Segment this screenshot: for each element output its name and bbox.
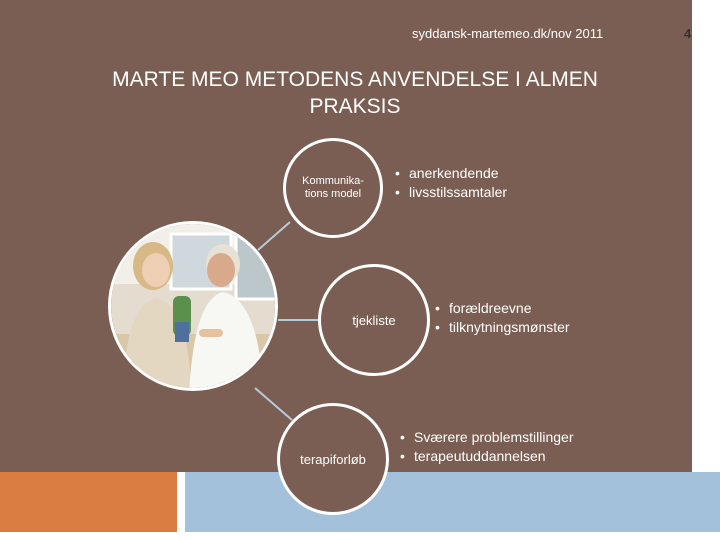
node-label-line-2: tions model	[304, 188, 362, 200]
bullet-item: • tilknytningsmønster	[433, 318, 570, 337]
title-line-1: MARTE MEO METODENS ANVENDELSE I ALMEN	[112, 68, 598, 91]
title-line-2: PRAKSIS	[309, 95, 401, 118]
node-kommunikationsmodel-label	[295, 175, 371, 201]
page-number: 4	[684, 26, 692, 41]
node-kommunikationsmodel	[283, 138, 383, 238]
connector-line-1	[258, 222, 290, 250]
bullet-item: • forældreevne	[433, 299, 570, 318]
node-terapiforloeb-label: terapiforløb	[300, 451, 366, 467]
bullet-list-terapi	[398, 428, 598, 466]
bullet-list-tjekliste	[433, 299, 570, 337]
node-tjekliste-label: tjekliste	[352, 312, 396, 328]
consultation-photo	[108, 221, 278, 391]
bullet-item: • Sværere problemstillinger	[398, 428, 598, 447]
bullet-item: • livsstilssamtaler	[393, 183, 507, 202]
node-terapiforloeb	[277, 403, 389, 515]
bullet-item: • terapeutuddannelsen	[398, 447, 598, 466]
connector-line-3	[255, 388, 292, 420]
node-label-line-1: Kommunika-	[302, 175, 364, 187]
bullet-item: • anerkendende	[393, 164, 507, 183]
bullet-list-kommunikation	[393, 164, 507, 202]
node-tjekliste	[318, 264, 430, 376]
header-url: syddansk-martemeo.dk/nov 2011	[412, 26, 604, 41]
